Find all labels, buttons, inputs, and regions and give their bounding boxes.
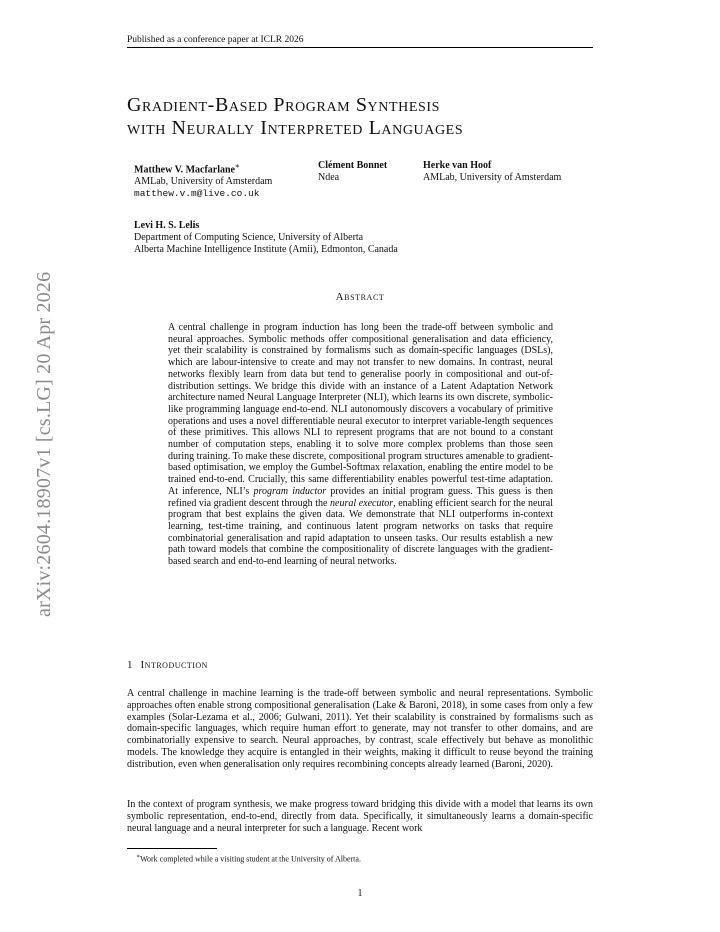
page-number: 1	[357, 888, 363, 899]
abstract-heading: Abstract	[335, 291, 385, 303]
author-affiliation: Alberta Machine Intelligence Institute (Amii), Edmonton, Canada	[134, 244, 398, 255]
author-block	[318, 160, 418, 184]
footnote	[136, 853, 361, 864]
author-affiliation: AMLab, University of Amsterdam	[423, 172, 562, 183]
abstract-emphasis: program inductor	[253, 485, 327, 497]
author-block	[134, 220, 574, 256]
author-block	[134, 160, 314, 200]
author-block	[423, 160, 623, 184]
author-name: Herke van Hoof	[423, 160, 492, 171]
body-paragraph: A central challenge in machine learning is the trade-off between symbolic and neural representations. Symbolic approaches often enable strong compositional generalisation (Lake & Baroni, 2018), in some cases from only a few examples (Solar-Lezama et al., 2006; Gulwani, 2011). Yet their scalability is constrained by formalisms such as domain-specific languages, which require human effort to generate, may not transfer to other domains, and are combinatorially expensive to search. Neural approaches, by contrast, scale effectively but behave as monolithic models. The knowledge they acquire is entangled in their weights, making it difficult to reuse beyond the training distribution, even when generalisation only requires recombining concepts already learned (Baroni, 2020).	[127, 688, 593, 770]
arxiv-id: arXiv:2604.18907v1 [cs.LG] 20 Apr 2026	[33, 271, 55, 617]
abstract-emphasis: neural executor	[330, 497, 394, 509]
author-affiliation: Ndea	[318, 172, 340, 183]
author-name: Levi H. S. Lelis	[134, 220, 200, 231]
abstract-text: , enabling efficient search for the neural program that best explains the given data. We demonstrate that NLI outperforms in-context learning, test-time training, and continuous latent program networks on tasks that require combinatorial generalisation and rapid adaptation to unseen tasks. Our results establish a new path toward models that combine the compositionality of discrete languages with the gradient-based search and end-to-end learning of neural networks.	[168, 497, 553, 568]
author-affiliation: Department of Computing Science, University of Alberta	[134, 232, 364, 243]
section-title: Introduction	[140, 659, 208, 671]
section-number: 1	[127, 659, 133, 671]
section-heading	[127, 659, 208, 671]
body-paragraph: In the context of program synthesis, we make progress toward bridging this divide with a model that learns its own symbolic representation, end-to-end, directly from data. Specifically, it simultaneously learns a domain-specific neural language and a neural interpreter for such a language. Recent work	[127, 799, 593, 834]
abstract-text: A central challenge in program induction has long been the trade-off between symbolic and neural approaches. Symbolic methods offer compositional generalisation and data efficiency, yet their scalability is constrained by formalisms such as domain-specific languages (DSLs), which are labour-intensive to create and may not transfer to new domains. In contrast, neural networks flexibly learn from data but tend to generalise poorly in compositional and out-of-distribution settings. We bridge this divide with an instance of a Latent Adaptation Network architecture named Neural Language Interpreter (NLI), which learns its own discrete, symbolic-like programming language end-to-end. NLI autonomously discovers a vocabulary of primitive operations and uses a novel differentiable neural executor to interpret variable-length sequences of these primitives. This allows NLI to represent programs that are not bound to a constant number of computation steps, enabling it to solve more complex problems than those seen during training. To make these discrete, compositional program structures amenable to gradient-based optimisation, we employ the Gumbel-Softmax relaxation, enabling the entire model to be trained end-to-end. Crucially, this same differentiability enables powerful test-time adaptation. At inference, NLI’s	[168, 322, 553, 497]
author-affiliation: AMLab, University of Amsterdam	[134, 176, 273, 188]
footnote-text: Work completed while a visiting student at the University of Alberta.	[140, 854, 361, 864]
paper-title-line-1: Gradient-Based Program Synthesis	[127, 94, 441, 116]
footnote-rule	[127, 848, 217, 849]
author-name: Matthew V. Macfarlane	[134, 164, 235, 176]
abstract-body	[168, 322, 553, 568]
abstract-text: provides an initial program guess. This guess is then refined via gradient descent through the	[168, 485, 553, 509]
author-footnote-mark: ∗	[235, 162, 240, 170]
author-name: Clément Bonnet	[318, 160, 388, 171]
header-rule	[127, 47, 593, 48]
paper-title-line-2: with Neurally Interpreted Languages	[127, 117, 464, 139]
author-email: matthew.v.m@live.co.uk	[134, 188, 260, 200]
running-header: Published as a conference paper at ICLR 2026	[127, 35, 304, 45]
footnote-mark: ∗	[136, 854, 141, 860]
